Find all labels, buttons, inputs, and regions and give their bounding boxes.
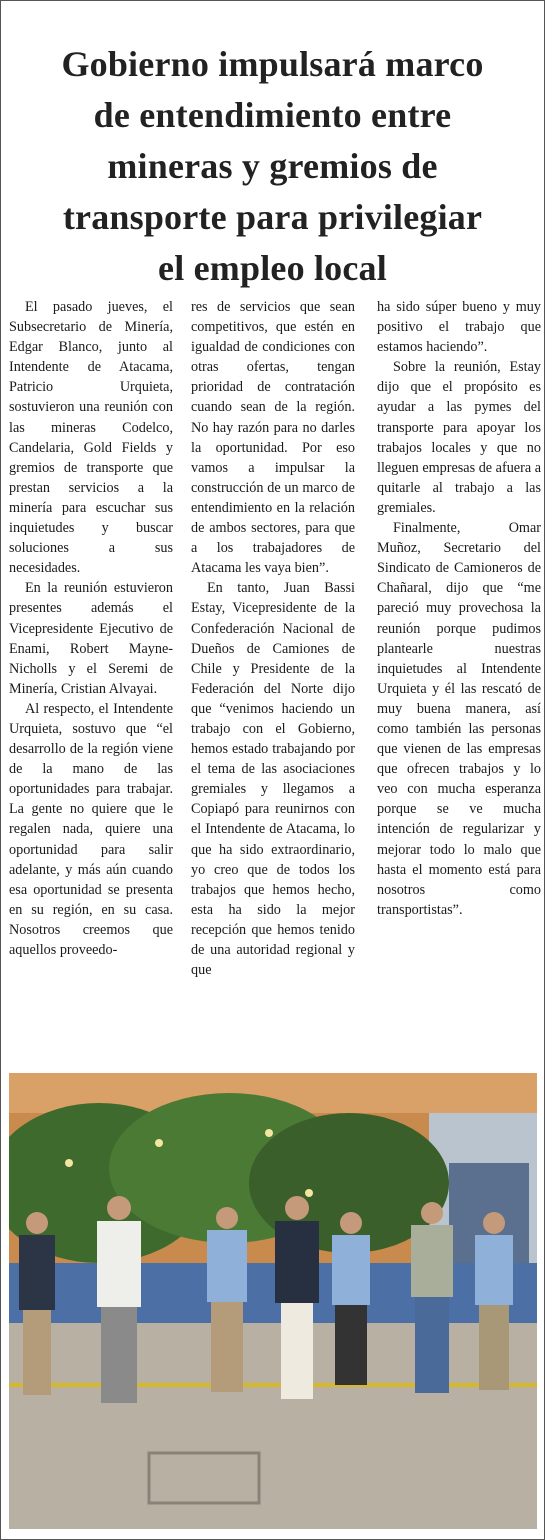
article-column-2 <box>191 297 355 980</box>
headline-line: transporte para privilegiar <box>62 197 483 238</box>
group-photo-illustration <box>9 1073 537 1529</box>
headline-line: mineras y gremios de <box>107 146 438 187</box>
headline-line: de entendimiento entre <box>93 95 452 136</box>
paragraph: ha sido súper bueno y muy positivo el trabajo que estamos haciendo”. <box>377 299 541 356</box>
paragraph: En tanto, Juan Bassi Estay, Vicepresidente de la Confederación Nacional de Dueños de Camiones de Chile y Presidente de la Federación del Norte dijo que “venimos haciendo un trabajo con el Gobierno, hemos estado trabajando por el tema de las asociaciones gremiales y llegamos a Copiapó para reunirnos con el Intendente de Atacama, lo que ha sido extraordinario, yo creo que de todos los trabajos que hemos hecho, esta ha sido la mejor recepción que hemos tenido de una autoridad regional y que <box>191 580 355 979</box>
headline-line: el empleo local <box>158 248 387 289</box>
article-column-1 <box>9 297 173 960</box>
paragraph: Finalmente, Omar Muñoz, Secretario del Sindicato de Camioneros de Chañaral, dijo que “me pareció muy provechosa la reunión porque pudimos plantearle nuestras inquietudes al Intendente Urquieta y él las rescató de muy buena manera, así como también las personas que vienen de las empresas que ofrecen trabajos y lo veo con mucha esperanza porque se ve mucha intención de regularizar y mejorar todo lo malo que hasta el momento está para nosotros como transportistas”. <box>377 520 541 918</box>
headline <box>11 39 534 294</box>
paragraph: Al respecto, el Intendente Urquieta, sostuvo que “el desarrollo de la región viene de la mano de las oportunidades para trabajar. La gente no quiere que le regalen nada, quiere una oportunidad para salir adelante, y más aún cuando esa oportunidad se presenta en su región, en su casa. Nosotros creemos que aquellos proveedo- <box>9 700 173 958</box>
paragraph: res de servicios que sean competitivos, que estén en igualdad de condiciones con otras ofertas, tengan prioridad de contratación cuando sean de la región. No hay razón para no darles la oportunidad. Por eso vamos a impulsar la construcción de un marco de entendimiento en la relación de ambos sectores, para que a los trabajadores de Atacama les vaya bien”. <box>191 299 355 577</box>
paragraph: Sobre la reunión, Estay dijo que el propósito es ayudar a las pymes del transporte para apoyar los trabajos locales y que no lleguen empresas de afuera a quitarle al trabajo a las gremiales. <box>377 359 541 516</box>
paragraph: En la reunión estuvieron presentes además el Vicepresidente Ejecutivo de Enami, Robert Mayne-Nicholls y el Seremi de Minería, Cristian Alvayai. <box>9 580 173 697</box>
headline-line: Gobierno impulsará marco <box>61 44 484 85</box>
group-photo <box>9 1073 537 1529</box>
article-column-3 <box>377 297 541 920</box>
paragraph: El pasado jueves, el Subsecretario de Minería, Edgar Blanco, junto al Intendente de Atacama, Patricio Urquieta, sostuvieron una reunión con las mineras Codelco, Candelaria, Gold Fields y gremios de transporte que prestan servicios a la minería para escuchar sus inquietudes y buscar soluciones a sus necesidades. <box>9 299 173 577</box>
